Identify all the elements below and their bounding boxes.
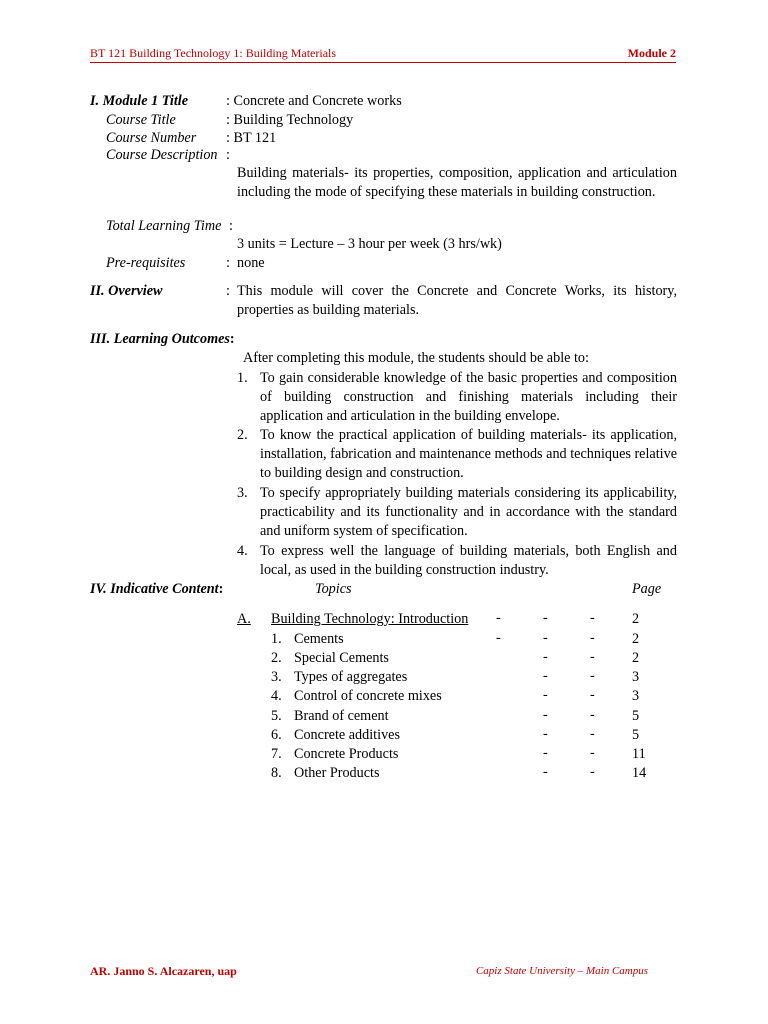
toc-main-letter: A. [237,611,251,627]
toc-leader: - [543,630,548,646]
course-title-label: Course Title [106,112,176,128]
course-description-label: Course Description [106,147,218,163]
toc-item-number: 2. [271,650,282,666]
overview-label: II. Overview [90,283,163,299]
toc-page-number: 3 [632,688,640,704]
outcome-number: 4. [237,543,248,559]
learning-outcomes-intro: After completing this module, the students should be able to: [243,350,589,366]
course-description-colon: : [226,147,230,163]
footer-institution [476,965,648,977]
toc-leader: - [590,707,595,723]
outcome-number: 3. [237,485,248,501]
toc-page-number: 2 [632,631,640,647]
toc-item-number: 6. [271,727,282,743]
toc-leader: - [543,726,548,742]
course-title-value: : Building Technology [226,112,354,128]
toc-item-title: Cements [294,631,344,647]
learning-time-colon: : [229,218,233,234]
toc-main-title: Building Technology: Introduction [271,611,469,627]
toc-item-title: Special Cements [294,650,389,666]
toc-page-number: 3 [632,669,640,685]
toc-leader: - [590,649,595,665]
toc-item-title: Brand of cement [294,708,389,724]
outcome-text: To gain considerable knowledge of the basic properties and composition of building construction and finishing materials including their application and articulation in the building envelope. [260,370,677,424]
toc-leader: - [590,764,595,780]
toc-page-number: 2 [632,611,640,627]
prerequisites-label: Pre-requisites [106,255,186,271]
indicative-content-colon: : [218,581,224,597]
prerequisites-colon: : [226,255,230,271]
toc-leader: - [590,630,595,646]
outcome-text: To know the practical application of building materials- its application, installation, fabrication and maintenance methods and techniques relative to building design and construction. [260,427,677,481]
toc-page-number: 5 [632,727,640,743]
toc-leader: - [543,668,548,684]
course-description-text: Building materials- its properties, composition, application and articulation including the mode of specifying these materials in building construction. [237,165,677,200]
learning-outcomes-colon: : [229,331,235,347]
outcome-text: To express well the language of building materials, both English and local, as used in the building construction industry. [260,543,677,578]
toc-item-number: 8. [271,765,282,781]
toc-page-number: 2 [632,650,640,666]
header-rule [90,62,676,63]
indicative-content-label: IV. Indicative Content [90,581,219,597]
overview-text: This module will cover the Concrete and Concrete Works, its history, properties as building materials. [237,283,677,318]
header-module-label: Module 2 [627,46,676,60]
learning-outcomes-label: III. Learning Outcomes [90,331,230,347]
page-column-header: Page [632,581,662,597]
topics-column-header: Topics [315,581,352,597]
indicative-content-heading [90,580,223,599]
toc-item-title: Control of concrete mixes [294,688,442,704]
outcome-number: 2. [237,427,248,443]
toc-leader: - [543,764,548,780]
overview-colon: : [226,283,230,299]
prerequisites-value: none [237,255,265,271]
toc-item-number: 5. [271,708,282,724]
footer-university: Capiz State University [475,965,575,977]
toc-item-title: Concrete additives [294,727,400,743]
learning-time-value: 3 units = Lecture – 3 hour per week (3 hrs/wk) [237,236,502,252]
outcome-number: 1. [237,370,248,386]
toc-leader: - [590,687,595,703]
footer-author: AR. Janno S. Alcazaren, uap [90,964,237,978]
toc-leader: - [496,630,501,646]
toc-item-title: Types of aggregates [294,669,408,685]
toc-page-number: 11 [632,746,646,762]
toc-leader: - [543,707,548,723]
course-number-label: Course Number [106,130,197,146]
outcome-text: To specify appropriately building materials considering its applicability, practicability and its functionality and in accordance with the standard and uniform system of specification. [260,485,677,539]
toc-item-title: Other Products [294,765,380,781]
toc-leader: - [543,687,548,703]
toc-leader: - [590,668,595,684]
footer-separator: – [574,965,586,977]
module-title-value: : Concrete and Concrete works [226,93,402,109]
toc-leader: - [590,726,595,742]
toc-leader: - [590,745,595,761]
toc-page-number: 14 [632,765,647,781]
toc-item-number: 3. [271,669,282,685]
learning-outcomes-heading [90,330,235,349]
toc-item-title: Concrete Products [294,746,399,762]
toc-item-number: 4. [271,688,282,704]
toc-leader: - [543,610,548,626]
footer-campus: Main Campus [585,965,648,977]
toc-item-number: 7. [271,746,282,762]
toc-page-number: 5 [632,708,640,724]
module-title-label: I. Module 1 Title [90,93,188,109]
toc-leader: - [543,745,548,761]
toc-leader: - [496,610,501,626]
header-course-title: BT 121 Building Technology 1: Building Materials [90,46,337,60]
course-number-value: : BT 121 [226,130,277,146]
learning-time-label: Total Learning Time [106,218,222,234]
toc-leader: - [590,610,595,626]
toc-leader: - [543,649,548,665]
toc-item-number: 1. [271,631,282,647]
